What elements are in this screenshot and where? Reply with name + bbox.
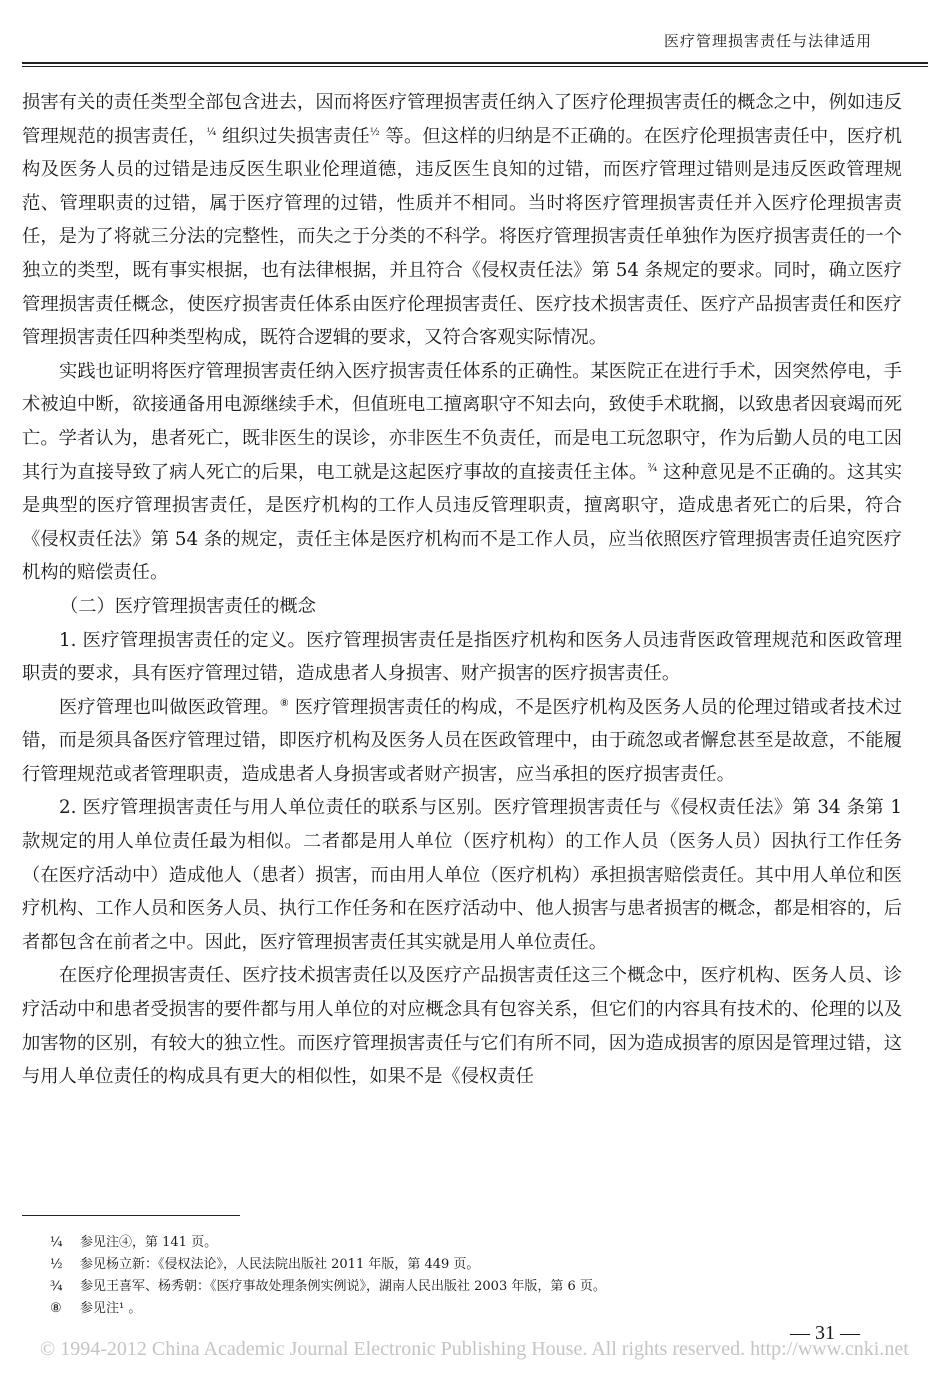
footnotes <box>50 1232 910 1320</box>
footnote-mark: ¼ <box>50 1235 63 1250</box>
footnote-mark: ¾ <box>50 1279 63 1294</box>
footnote-text: 参见王喜军、杨秀朝：《医疗事故处理条例实例说》，湖南人民出版社 2003 年版，第 6 页。 <box>80 1279 606 1294</box>
running-header: 医疗管理损害责任与法律适用 <box>663 32 872 50</box>
footnote-text: 参见杨立新：《侵权法论》，人民法院出版社 2011 年版，第 449 页。 <box>80 1257 480 1272</box>
footnote-mark: ⑧ <box>50 1301 62 1316</box>
footnote-text: 参见注④，第 141 页。 <box>80 1235 218 1250</box>
paragraph-4: 医疗管理也叫做医政管理。⑧ 医疗管理损害责任的构成，不是医疗机构及医务人员的伦理过错或者技术过错，而是须具备医疗管理过错，即医疗机构及医务人员在医政管理中，由于疏忽或者懈怠甚至是故意，不能履行管理规范或者管理职责，造成患者人身损害或者财产损害，应当承担的医疗损害责任。 <box>22 696 903 785</box>
paragraph-2: 实践也证明将医疗管理损害责任纳入医疗损害责任体系的正确性。某医院正在进行手术，因突然停电，手术被迫中断，欲接通备用电源继续手术，但值班电工擅离职守不知去向，致使手术耽搁，以致患者因衰竭而死亡。学者认为，患者死亡，既非医生的误诊，亦非医生不负责任，而是电工玩忽职守，作为后勤人员的电工因其行为直接导致了病人死亡的后果，电工就是这起医疗事故的直接责任主体。$^{\frac{3}{4}}$ 这种意见是不正确的。这其实是典型的医疗管理损害责任，是医疗机构的工作人员违反管理职责，擅离职守，造成患者死亡的后果，符合《侵权责任法》第 54 条的规定，责任主体是医疗机构而不是工作人员，应当依照医疗管理损害责任追究医疗机构的赔偿责任。 <box>22 360 903 584</box>
footnote-mark: ½ <box>50 1257 63 1272</box>
footnote-ref[interactable]: ⑧ <box>279 697 289 709</box>
footnote <box>50 1276 910 1298</box>
body-text <box>22 86 902 1094</box>
paragraph-5: 2. 医疗管理损害责任与用人单位责任的联系与区别。医疗管理损害责任与《侵权责任法》第 34 条第 1 款规定的用人单位责任最为相似。二者都是用人单位（医疗机构）的工作人员（医务人员）因执行工作任务（在医疗活动中）造成他人（患者）损害，而由用人单位（医疗机构）承担损害赔偿责任。其中用人单位和医疗机构、工作人员和医务人员、执行工作任务和在医疗活动中、他人损害与患者损害的概念，都是相容的，后者都包含在前者之中。因此，医疗管理损害责任其实就是用人单位责任。 <box>22 797 902 953</box>
copyright-watermark: © 1994-2012 China Academic Journal Electronic Publishing House. All rights reserved. http://www.cnki.net <box>40 1338 909 1360</box>
paragraph-1: 损害有关的责任类型全部包含进去，因而将医疗管理损害责任纳入了医疗伦理损害责任的概念之中，例如违反管理规范的损害责任，$^{\frac{1}{4}}$ 组织过失损害责任$^{\frac{1}{2}}$ 等。但这样的归纳是不正确的。在医疗伦理损害责任中，医疗机构及医务人员的过错是违反医生职业伦理道德，违反医生良知的过错，而医疗管理过错则是违反医政管理规范、管理职责的过错，属于医疗管理的过错，性质并不相同。当时将医疗管理损害责任并入医疗伦理损害责任，是为了将就三分法的完整性，而失之于分类的不科学。将医疗管理损害责任单独作为医疗损害责任的一个独立的类型，既有事实根据，也有法律根据，并且符合《侵权责任法》第 54 条规定的要求。同时，确立医疗管理损害责任概念，使医疗损害责任体系由医疗伦理损害责任、医疗技术损害责任、医疗产品损害责任和医疗管理损害责任四种类型构成，既符合逻辑的要求，又符合客观实际情况。 <box>22 92 903 349</box>
footnote-text: 参见注¹ 。 <box>80 1301 142 1316</box>
footnote <box>50 1232 910 1254</box>
footnote-rule <box>22 1215 240 1216</box>
footnote <box>50 1254 910 1276</box>
section-heading: （二）医疗管理损害责任的概念 <box>60 595 316 617</box>
paragraph-3: 1. 医疗管理损害责任的定义。医疗管理损害责任是指医疗机构和医务人员违背医政管理规范和医政管理职责的要求，具有医疗管理过错，造成患者人身损害、财产损害的医疗损害责任。 <box>22 629 902 685</box>
header-rule-thick <box>22 62 928 64</box>
header-rule-thin <box>22 66 928 67</box>
footnote <box>50 1298 910 1320</box>
paragraph-6: 在医疗伦理损害责任、医疗技术损害责任以及医疗产品损害责任这三个概念中，医疗机构、医务人员、诊疗活动中和患者受损害的要件都与用人单位的对应概念具有包容关系，但它们的内容具有技术的、伦理的以及加害物的区别，有较大的独立性。而医疗管理损害责任与它们有所不同，因为造成损害的原因是管理过错，这与用人单位责任的构成具有更大的相似性，如果不是《侵权责任 <box>22 965 902 1088</box>
footnote-ref[interactable]: ¾ <box>647 462 658 474</box>
footnote-ref[interactable]: ½ <box>369 126 380 138</box>
page-number: — 31 — <box>790 1322 860 1344</box>
footnote-ref[interactable]: ¼ <box>206 126 217 138</box>
